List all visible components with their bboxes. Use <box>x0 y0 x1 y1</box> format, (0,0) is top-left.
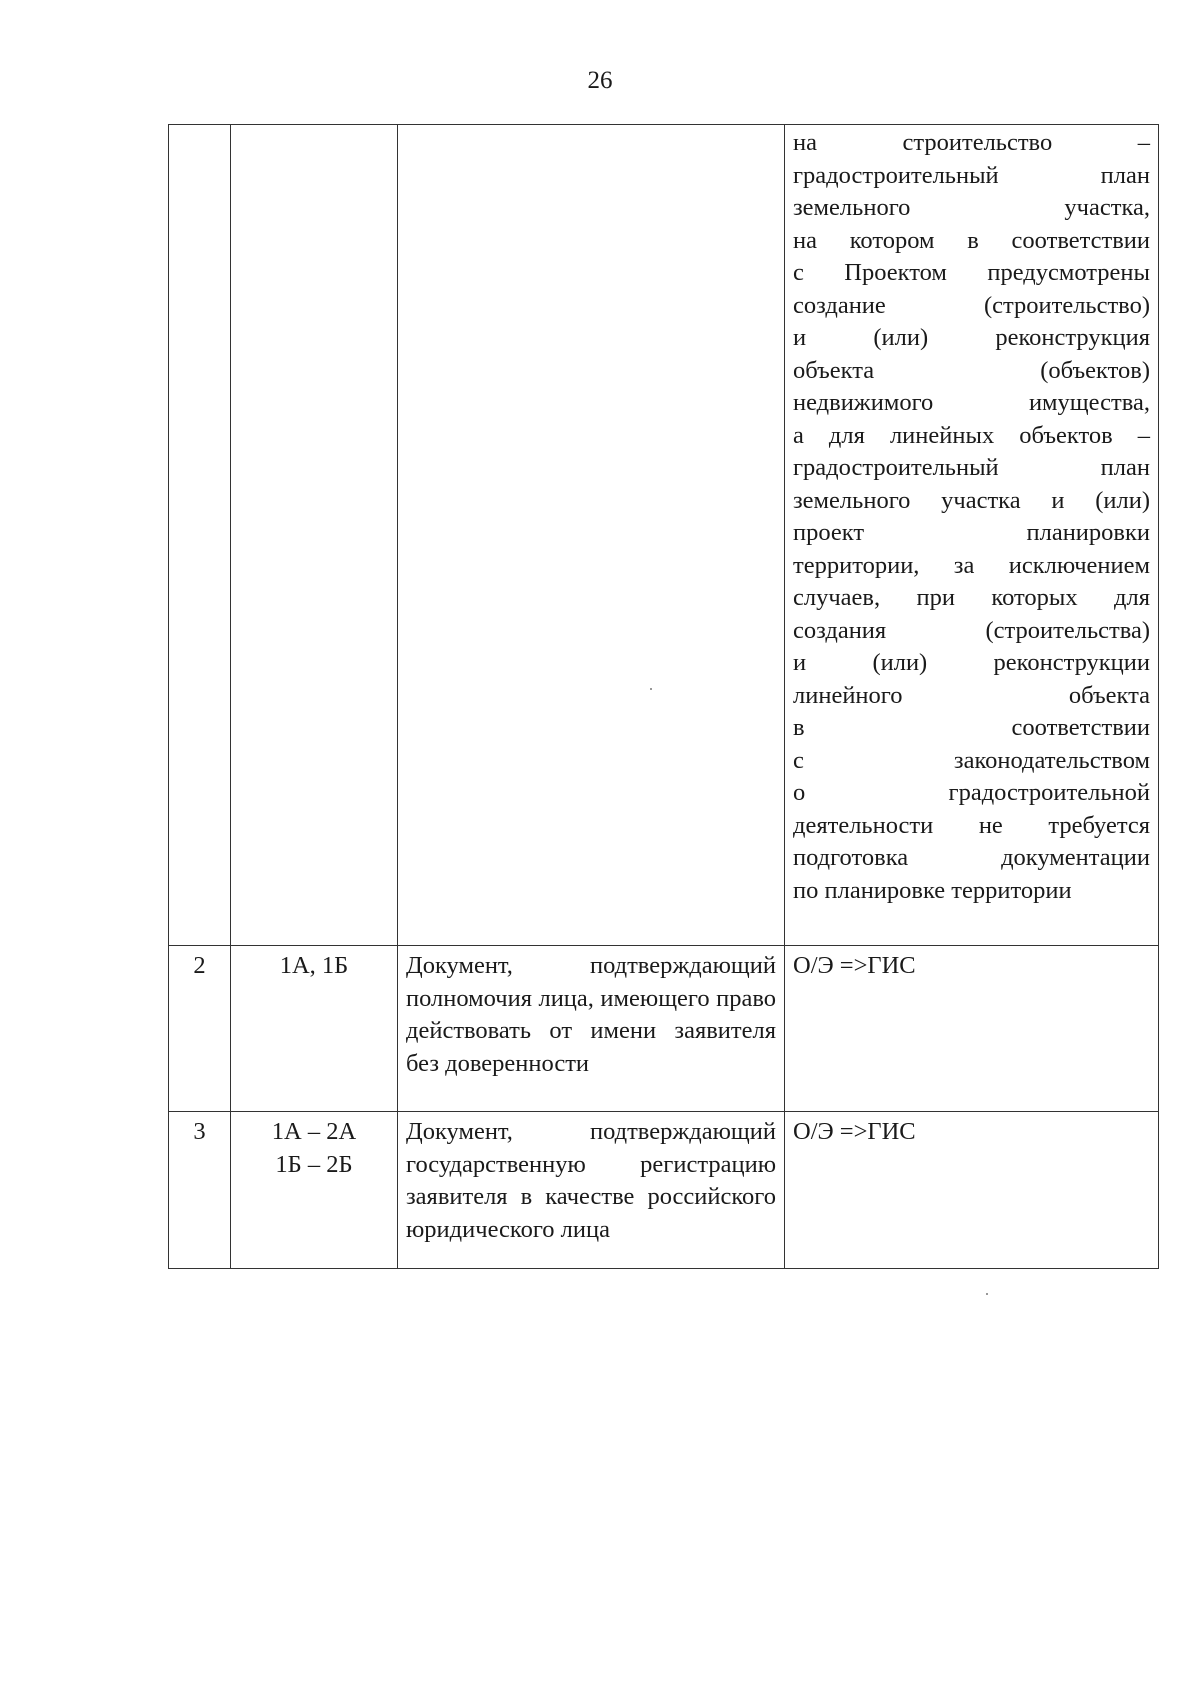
cell-source: О/Э =>ГИС <box>785 946 1159 1112</box>
source-line: случаев, при которых для <box>793 584 1150 611</box>
cell-number <box>169 125 231 946</box>
cell-document: Документ, подтверждающий полномочия лица, имеющего право действовать от имени заявителя без доверенности <box>398 946 785 1112</box>
source-line: на строительство – <box>793 129 1150 156</box>
source-line: земельного участка и (или) <box>793 486 1150 514</box>
source-line: объекта (объектов) <box>793 356 1150 384</box>
source-line: линейного объекта <box>793 681 1150 709</box>
category-line: 1Б – 2Б <box>275 1150 353 1178</box>
cell-category <box>231 125 398 946</box>
source-line: градостроительный план <box>793 161 1150 189</box>
table-row <box>169 946 1159 1112</box>
source-line: и (или) реконструкция <box>793 324 1150 351</box>
table-row <box>169 1112 1159 1269</box>
source-line: деятельности не требуется <box>793 811 1150 839</box>
source-line: о градостроительной <box>793 779 1150 806</box>
source-line: территории, за исключением <box>793 551 1150 579</box>
source-line: по планировке территории <box>793 876 1072 904</box>
source-line: проект планировки <box>793 519 1150 546</box>
source-line: с Проектом предусмотрены <box>793 259 1150 286</box>
category-line: 1А, 1Б <box>279 952 349 979</box>
page-number: 26 <box>587 67 613 94</box>
source-line: недвижимого имущества, <box>793 389 1150 416</box>
cell-document <box>398 125 785 946</box>
source-line: земельного участка, <box>793 194 1150 221</box>
source-line: с законодательством <box>793 746 1150 774</box>
source-line: градостроительный план <box>793 454 1150 481</box>
source-line: на котором в соответствии <box>793 226 1150 254</box>
source-line: создания (строительства) <box>793 616 1150 644</box>
source-line: подготовка документации <box>793 844 1150 871</box>
cell-number: 2 <box>169 946 231 1112</box>
source-line: и (или) реконструкции <box>793 649 1150 676</box>
source-line: в соответствии <box>793 714 1150 741</box>
documents-table <box>168 124 1159 1269</box>
cell-number: 3 <box>169 1112 231 1269</box>
cell-source: О/Э =>ГИС <box>785 1112 1159 1269</box>
source-line: а для линейных объектов – <box>793 421 1150 449</box>
cell-category <box>231 1112 398 1269</box>
cell-category <box>231 946 398 1112</box>
table-row-continued <box>169 125 1159 946</box>
scan-speck <box>986 1293 988 1295</box>
scan-speck <box>650 688 652 690</box>
source-line: создание (строительство) <box>793 291 1150 319</box>
cell-source <box>785 125 1159 946</box>
cell-document: Документ, подтверждающий государственную регистрацию заявителя в качестве российского юридического лица <box>398 1112 785 1269</box>
category-line: 1А – 2А <box>271 1118 357 1145</box>
